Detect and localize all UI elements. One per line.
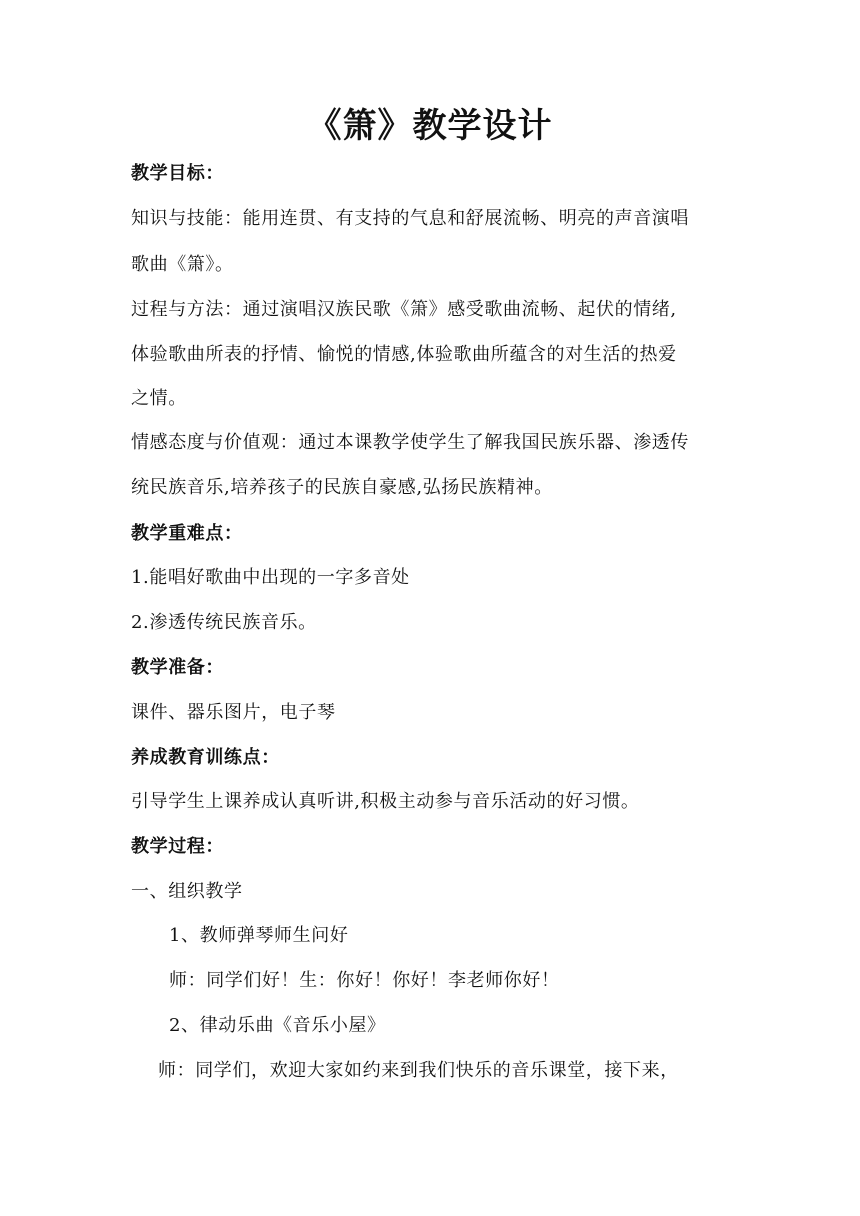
section-heading: 一、组织教学 — [131, 881, 243, 902]
heading-teaching-process: 教学过程： — [131, 836, 224, 857]
document-title: 《箫》教学设计 — [307, 106, 553, 146]
paragraph-line: 2、律动乐曲《音乐小屋》 — [169, 1015, 386, 1036]
paragraph-line: 之情。 — [131, 388, 187, 409]
list-item: 2.渗透传统民族音乐。 — [131, 612, 317, 633]
paragraph-line: 情感态度与价值观：通过本课教学使学生了解我国民族乐器、渗透传 — [131, 432, 689, 453]
paragraph-line: 统民族音乐,培养孩子的民族自豪感,弘扬民族精神。 — [131, 477, 553, 498]
heading-key-difficulties: 教学重难点： — [131, 523, 243, 544]
paragraph-line: 引导学生上课养成认真听讲,积极主动参与音乐活动的好习惯。 — [131, 791, 640, 812]
list-item: 1.能唱好歌曲中出现的一字多音处 — [131, 567, 410, 588]
heading-teaching-preparation: 教学准备： — [131, 657, 224, 678]
paragraph-line: 知识与技能：能用连贯、有支持的气息和舒展流畅、明亮的声音演唱 — [131, 208, 689, 229]
paragraph-line: 体验歌曲所表的抒情、愉悦的情感,体验歌曲所蕴含的对生活的热爱 — [131, 344, 677, 365]
paragraph-line: 歌曲《箫》。 — [131, 254, 234, 275]
paragraph-line: 师：同学们，欢迎大家如约来到我们快乐的音乐课堂，接下来， — [158, 1060, 679, 1081]
paragraph-line: 过程与方法：通过演唱汉族民歌《箫》感受歌曲流畅、起伏的情绪, — [131, 299, 677, 320]
paragraph-line: 课件、器乐图片，电子琴 — [131, 702, 336, 723]
paragraph-line: 1、教师弹琴师生问好 — [169, 925, 349, 946]
heading-habit-training: 养成教育训练点： — [131, 747, 280, 768]
paragraph-line: 师：同学们好！生：你好！你好！李老师你好！ — [169, 970, 560, 991]
heading-teaching-objectives: 教学目标： — [131, 163, 224, 184]
